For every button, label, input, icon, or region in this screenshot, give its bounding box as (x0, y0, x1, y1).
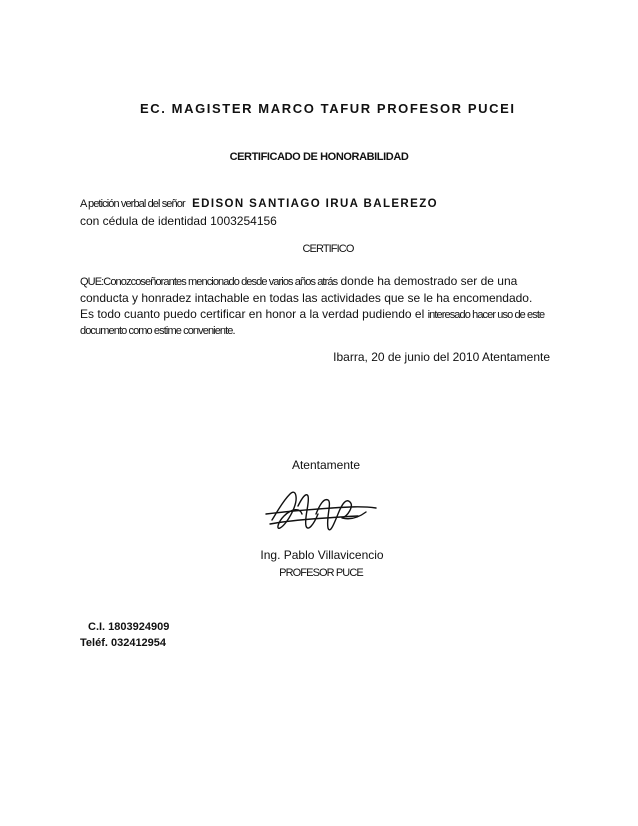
certifico-label: CERTIFICO (302, 243, 354, 255)
contact-phone: Teléf. 032412954 (80, 637, 167, 649)
body-line-4 (80, 323, 235, 337)
signer-role: PROFESOR PUCE (279, 567, 363, 579)
id-line: con cédula de identidad 1003254156 (80, 214, 277, 228)
body-line-3-start: Es todo cuanto puedo certificar en honor a la verdad pudiendo el (80, 307, 428, 321)
body-line-1-condensed: QUE:Conozcoseñorantes mencionado desde varios años atrás (80, 276, 338, 288)
signer-name: Ing. Pablo Villavicencio (260, 548, 384, 562)
body-line-1-rest: donde ha demostrado ser de una (337, 274, 518, 288)
certificate-title: CERTIFICADO DE HONORABILIDAD (229, 151, 409, 163)
signature-image (262, 484, 380, 536)
closing-text: Atentamente (291, 458, 361, 472)
body-line-1 (80, 274, 517, 288)
date-line: Ibarra, 20 de junio del 2010 Atentamente (333, 350, 550, 364)
body-line-4-text: documento como estime conveniente. (80, 325, 235, 337)
person-name: EDISON SANTIAGO IRUA BALEREZO (192, 198, 438, 210)
petition-prefix: A petición verbal del señor (80, 198, 185, 210)
body-line-3-condensed: interesado hacer uso de este (427, 309, 545, 321)
body-line-2: conducta y honradez intachable en todas las actividades que se le ha encomendado. (80, 291, 533, 305)
contact-ci: C.I. 1803924909 (88, 621, 170, 633)
document-header: EC. MAGISTER MARCO TAFUR PROFESOR PUCEI (140, 101, 516, 116)
petition-line (80, 196, 438, 210)
body-line-3 (80, 307, 544, 321)
